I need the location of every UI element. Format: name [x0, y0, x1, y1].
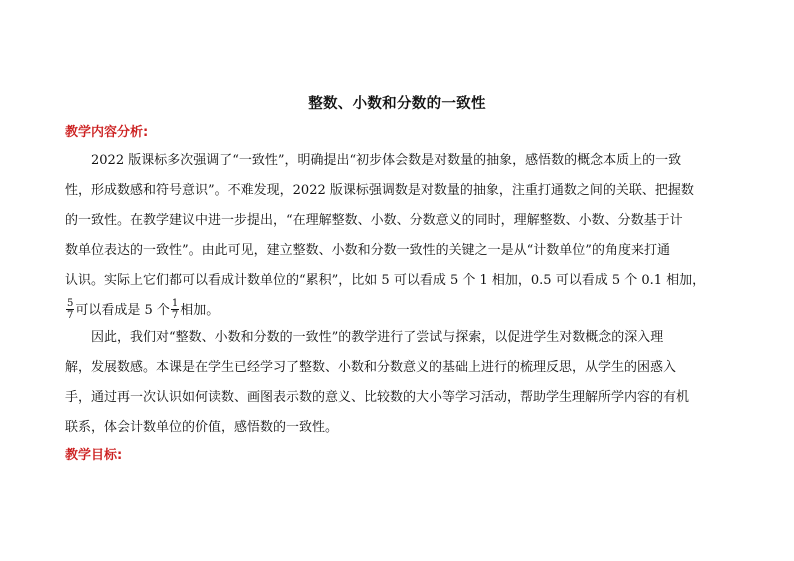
fraction-line-end-text: 相加。: [180, 303, 220, 318]
text-line: 认识。实际上它们都可以看成计数单位的“累积”，比如 5 可以看成 5 个 1 相加，0.5 可以看成 5 个 0.1 相加，: [65, 273, 706, 288]
section-heading-content-analysis: 教学内容分析:: [65, 125, 149, 140]
paragraph-teaching-attempt: [65, 323, 725, 443]
fraction-line-middle-text: 可以看成是 5 个: [75, 303, 170, 318]
fraction-text-line: [65, 296, 725, 326]
text-line: 手，通过再一次认识如何读数、画图表示数的意义、比较数的大小等学习活动，帮助学生理解所学内容的有机: [65, 390, 690, 405]
paragraph-content-analysis: [65, 146, 725, 326]
fraction-one-seventh: [171, 298, 179, 321]
section-heading-teaching-goals: 教学目标:: [65, 448, 123, 463]
text-line: 解，发展数感。本课是在学生已经学习了整数、小数和分数意义的基础上进行的梳理反思，从学生的困惑入: [65, 360, 677, 375]
fraction-denominator: 7: [171, 310, 179, 321]
fraction-numerator: 5: [67, 298, 74, 309]
text-line: 因此，我们对“整数、小数和分数的一致性”的教学进行了尝试与探索，以促进学生对数概念的深入理: [91, 330, 664, 345]
fraction-five-sevenths: [66, 298, 74, 321]
document-title: 整数、小数和分数的一致性: [308, 96, 486, 112]
text-line: 数单位表达的一致性”。由此可见，建立整数、小数和分数一致性的关键之一是从“计数单位”的角度来打通: [65, 243, 670, 258]
text-line: 2022 版课标多次强调了“一致性”，明确提出“初步体会数是对数量的抽象，感悟数的概念本质上的一致: [91, 153, 682, 168]
text-line: 性，形成数感和符号意识”。不难发现，2022 版课标强调数是对数量的抽象，注重打通数之间的关联、把握数: [65, 183, 694, 198]
text-line: 联系，体会计数单位的价值，感悟数的一致性。: [65, 420, 339, 435]
fraction-denominator: 7: [67, 310, 74, 321]
fraction-numerator: 1: [171, 298, 179, 309]
text-line: 的一致性。在教学建议中进一步提出，“在理解整数、小数、分数意义的同时，理解整数、小数、分数基于计: [65, 213, 683, 228]
